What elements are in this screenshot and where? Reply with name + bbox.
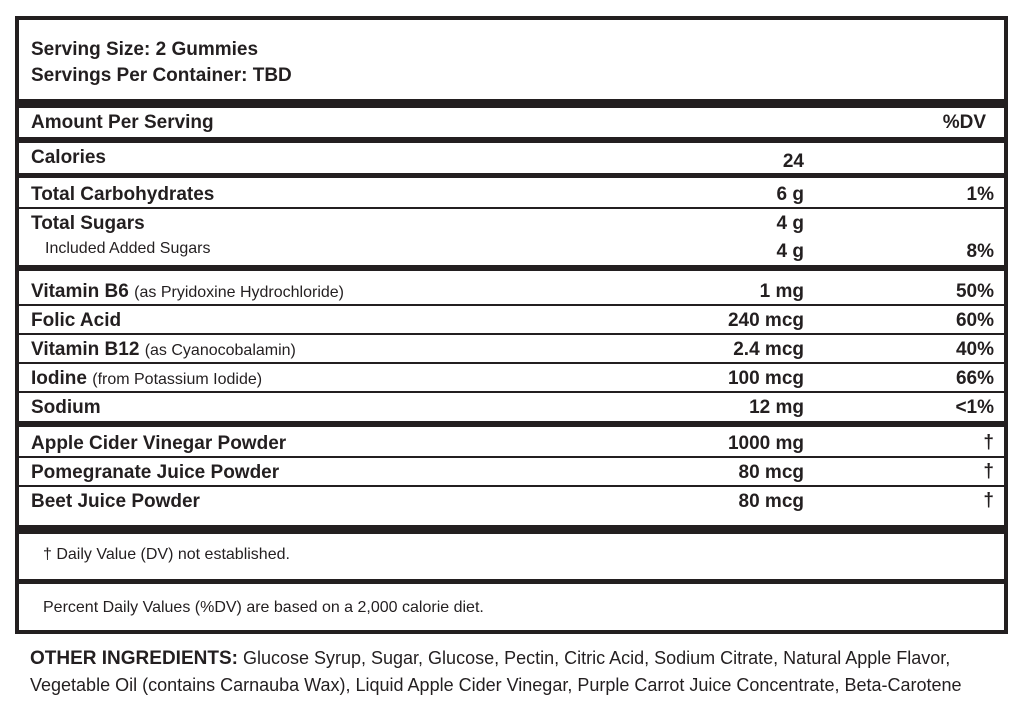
medium-divider xyxy=(19,421,1004,427)
supplement-facts-panel xyxy=(15,16,1008,634)
amount-per-serving-header: Amount Per Serving xyxy=(31,112,214,133)
row-dv: † xyxy=(983,461,994,482)
row-amount: 4 g xyxy=(776,241,804,262)
row-name-sub: Included Added Sugars xyxy=(45,240,211,257)
row-amount: 4 g xyxy=(776,213,804,234)
medium-divider xyxy=(19,137,1004,143)
row-dv: 60% xyxy=(955,310,994,331)
row-amount: 2.4 mcg xyxy=(733,339,804,360)
row-name: Vitamin B6 (as Pryidoxine Hydrochloride) xyxy=(31,281,344,302)
row-amount: 12 mg xyxy=(749,397,804,418)
row-dv: <1% xyxy=(955,397,994,418)
row-amount: 100 mcg xyxy=(727,368,804,389)
row-name: Total Sugars xyxy=(31,213,145,234)
percent-dv-footnote: Percent Daily Values (%DV) are based on a 2,000 calorie diet. xyxy=(43,599,484,616)
other-ingredients-text: Glucose Syrup, Sugar, Glucose, Pectin, Citric Acid, Sodium Citrate, Natural Apple Flavor, Vegetable Oil (contains Carnauba Wax), Liquid Apple Cider Vinegar, Purple Carrot Juice Concentrate, Beta-Carotene xyxy=(30,648,962,695)
medium-divider xyxy=(19,265,1004,271)
thick-divider xyxy=(19,99,1004,108)
row-name: Pomegranate Juice Powder xyxy=(31,462,280,483)
medium-divider xyxy=(19,173,1004,178)
row-divider xyxy=(19,485,1004,487)
thick-divider xyxy=(19,525,1004,534)
row-divider xyxy=(19,304,1004,306)
row-dv: † xyxy=(983,490,994,511)
row-divider xyxy=(19,333,1004,335)
row-divider xyxy=(19,391,1004,393)
dagger-footnote: † Daily Value (DV) not established. xyxy=(43,546,290,563)
row-dv: † xyxy=(983,432,994,453)
row-dv: 1% xyxy=(966,184,994,205)
row-dv: 8% xyxy=(966,241,994,262)
row-name: Total Carbohydrates xyxy=(31,184,215,205)
serving-size: Serving Size: 2 Gummies xyxy=(31,39,259,60)
row-name: Sodium xyxy=(31,397,101,418)
row-divider xyxy=(19,456,1004,458)
row-name: Iodine (from Potassium Iodide) xyxy=(31,368,263,389)
row-name: Folic Acid xyxy=(31,310,122,331)
row-amount: 1000 mg xyxy=(727,433,804,454)
row-divider xyxy=(19,362,1004,364)
thick-divider xyxy=(19,579,1004,584)
row-divider xyxy=(19,207,1004,209)
other-ingredients-label: OTHER INGREDIENTS: xyxy=(30,648,238,669)
row-dv: 40% xyxy=(955,339,994,360)
row-amount: 1 mg xyxy=(759,281,804,302)
row-name: Apple Cider Vinegar Powder xyxy=(31,433,287,454)
other-ingredients xyxy=(30,645,1000,698)
row-name: Beet Juice Powder xyxy=(31,491,200,512)
row-amount: 6 g xyxy=(776,184,804,205)
row-amount: 240 mcg xyxy=(727,310,804,331)
calories-label: Calories xyxy=(31,147,106,168)
servings-per-container: Servings Per Container: TBD xyxy=(31,65,292,86)
row-dv: 66% xyxy=(955,368,994,389)
row-amount: 80 mcg xyxy=(738,462,804,483)
dv-header: %DV xyxy=(942,112,986,133)
calories-amount: 24 xyxy=(782,151,804,172)
row-amount: 80 mcg xyxy=(738,491,804,512)
row-name: Vitamin B12 (as Cyanocobalamin) xyxy=(31,339,296,360)
row-dv: 50% xyxy=(955,281,994,302)
